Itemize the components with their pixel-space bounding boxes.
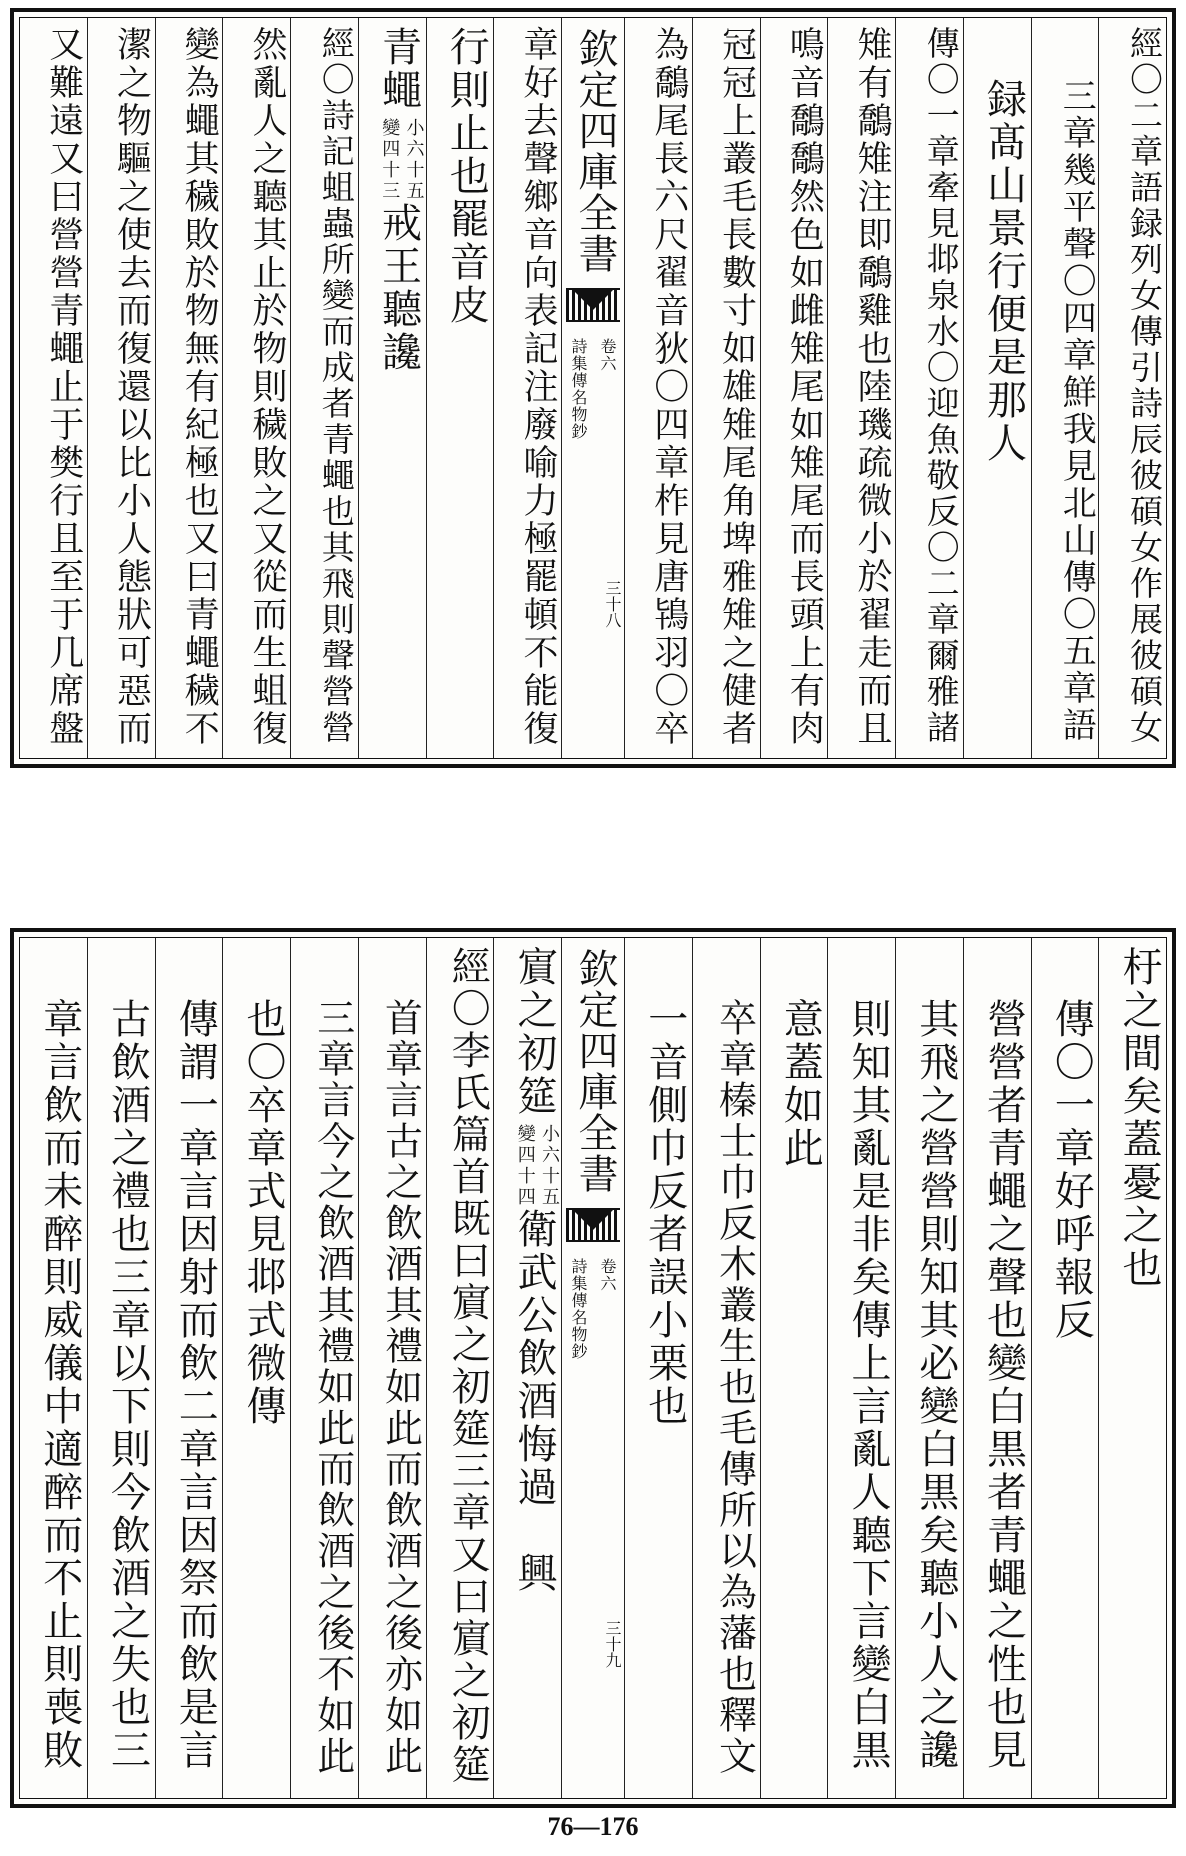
volume-label: 卷六 [598, 1258, 617, 1292]
text-column [963, 18, 1031, 758]
poem-title: 青蠅 [375, 26, 422, 112]
text-column [895, 938, 963, 1798]
book-subtitle: 詩集傳名物鈔 [569, 1258, 588, 1360]
center-gutter [561, 938, 624, 1798]
text-column [222, 18, 290, 758]
book-title: 欽定四庫全書 [572, 28, 618, 274]
annotation-line: 小六十五 [539, 1124, 560, 1208]
page-number: 76—176 [547, 1812, 639, 1841]
column-text: 卒章榛士巾反木叢生也毛傳所以為藩也釋文 [712, 998, 757, 1777]
column-text: 一音側巾反者誤小栗也 [641, 998, 688, 1428]
poem-annotation [512, 1124, 561, 1208]
column-text: 鳴音鷮鷮然色如雌雉尾如雉尾而長頭上有肉 [784, 26, 825, 748]
top-page-frame [19, 17, 1167, 759]
annotation-line: 變四十四 [514, 1124, 536, 1208]
column-text: 三章幾平聲〇四章鮮我見北山傳〇五章語 [1056, 78, 1097, 744]
bottom-page-frame [19, 937, 1167, 1799]
fishtail-ornament-icon [566, 1208, 620, 1242]
column-text: 營營者青蠅之聲也變白黒者青蠅之性也見 [980, 998, 1027, 1772]
text-column [760, 938, 828, 1798]
text-column [1098, 938, 1166, 1798]
column-text: 古飲酒之禮也三章以下則今飲酒之失也三 [104, 998, 151, 1772]
text-column [1031, 938, 1099, 1798]
text-column [290, 18, 358, 758]
poem-title-line [359, 26, 426, 374]
book-title: 欽定四庫全書 [572, 948, 618, 1194]
text-column [155, 938, 223, 1798]
text-column [493, 18, 561, 758]
text-column [895, 18, 963, 758]
text-column [426, 938, 494, 1798]
column-text: 首章言古之飲酒其禮如此而飲酒之後亦如此 [378, 998, 423, 1777]
fishtail-ornament-icon [566, 288, 620, 322]
poem-title-line [494, 946, 561, 1595]
text-column [692, 938, 760, 1798]
gutter-subtitle [562, 338, 624, 440]
column-text: 章言飲而未醉則威儀中適醉而不止則喪敗 [36, 998, 83, 1772]
column-text: 杅之間矣蓋憂之也 [1116, 946, 1162, 1290]
column-text: 然亂人之聽其止於物則穢敗之又從而生蛆復 [247, 26, 287, 748]
column-text: 也〇卒章式見邶式微傳 [240, 998, 286, 1428]
text-column [692, 18, 760, 758]
column-text: 經〇二章語録列女傳引詩辰彼碩女作展彼碩女 [1125, 26, 1164, 746]
folio-number: 三十九 [603, 1620, 622, 1668]
column-text: 經〇李氏篇首既曰賔之初筵三章又曰賔之初筵 [445, 946, 491, 1786]
column-text: 冠冠上叢毛長數寸如雄雉尾角埤雅雉之健者 [716, 26, 757, 748]
column-text: 三章言今之飲酒其禮如此而飲酒之後不如此 [310, 998, 355, 1777]
text-column [827, 18, 895, 758]
column-text: 章好去聲鄉音向表記注廢喻力極罷頓不能復 [518, 26, 558, 748]
text-column [20, 18, 87, 758]
poem-theme: 戒王聽讒 [375, 202, 422, 374]
text-column [827, 938, 895, 1798]
column-text: 為鷮尾長六尺翟音狄〇四章柞見唐鴇羽〇卒 [648, 26, 689, 748]
gutter-subtitle [562, 1258, 624, 1360]
column-text: 雉有鷮雉注即鷮雞也陸璣疏微小於翟走而且 [852, 26, 892, 748]
poem-title-column [493, 938, 561, 1798]
text-column [760, 18, 828, 758]
column-text: 經〇詩記蛆蟲所變而成者青蠅也其飛則聲營營 [316, 26, 356, 746]
column-text: 録髙山景行便是那人 [980, 78, 1027, 465]
book-subtitle: 詩集傳名物鈔 [569, 338, 588, 440]
poem-annotation [377, 118, 426, 202]
column-text: 變為蠅其穢敗於物無有紀極也又曰青蠅穢不 [179, 26, 220, 748]
column-text: 潔之物驅之使去而復還以比小人態狀可惡而 [111, 26, 152, 748]
bottom-page [10, 928, 1176, 1808]
text-column [87, 18, 155, 758]
column-text: 則知其亂是非矣傳上言亂人聽下言變白黒 [845, 998, 891, 1772]
text-column [290, 938, 358, 1798]
text-column [624, 18, 692, 758]
text-column [155, 18, 223, 758]
column-text: 意蓋如此 [777, 998, 824, 1170]
column-text: 傳〇一章牽見邶泉水〇迎魚敬反〇二章爾雅諸 [921, 26, 961, 746]
column-text: 傳〇一章好呼報反 [1048, 998, 1095, 1342]
text-column [358, 938, 426, 1798]
annotation-line: 變四十三 [379, 118, 401, 202]
poem-theme: 衛武公飲酒悔過 興 [511, 1208, 557, 1595]
text-column [963, 938, 1031, 1798]
text-column [1031, 18, 1099, 758]
column-text: 其飛之營營則知其必變白黒矣聽小人之讒 [912, 998, 959, 1772]
text-column [20, 938, 87, 1798]
volume-label: 卷六 [598, 338, 617, 372]
folio-number: 三十八 [603, 580, 622, 628]
poem-title-column [358, 18, 426, 758]
center-gutter [561, 18, 624, 758]
column-text: 又難遠又曰營營青蠅止于樊行且至于几席盤 [43, 26, 84, 748]
column-text: 行則止也罷音皮 [443, 26, 490, 327]
column-text: 傳謂一章言因射而飲二章言因祭而飲是言 [172, 998, 219, 1772]
text-column [222, 938, 290, 1798]
text-column [1098, 18, 1166, 758]
text-column [426, 18, 494, 758]
poem-title: 賔之初筵 [511, 946, 557, 1118]
annotation-line: 小六十五 [403, 118, 425, 202]
text-column [87, 938, 155, 1798]
text-column [624, 938, 692, 1798]
top-page [10, 8, 1176, 768]
